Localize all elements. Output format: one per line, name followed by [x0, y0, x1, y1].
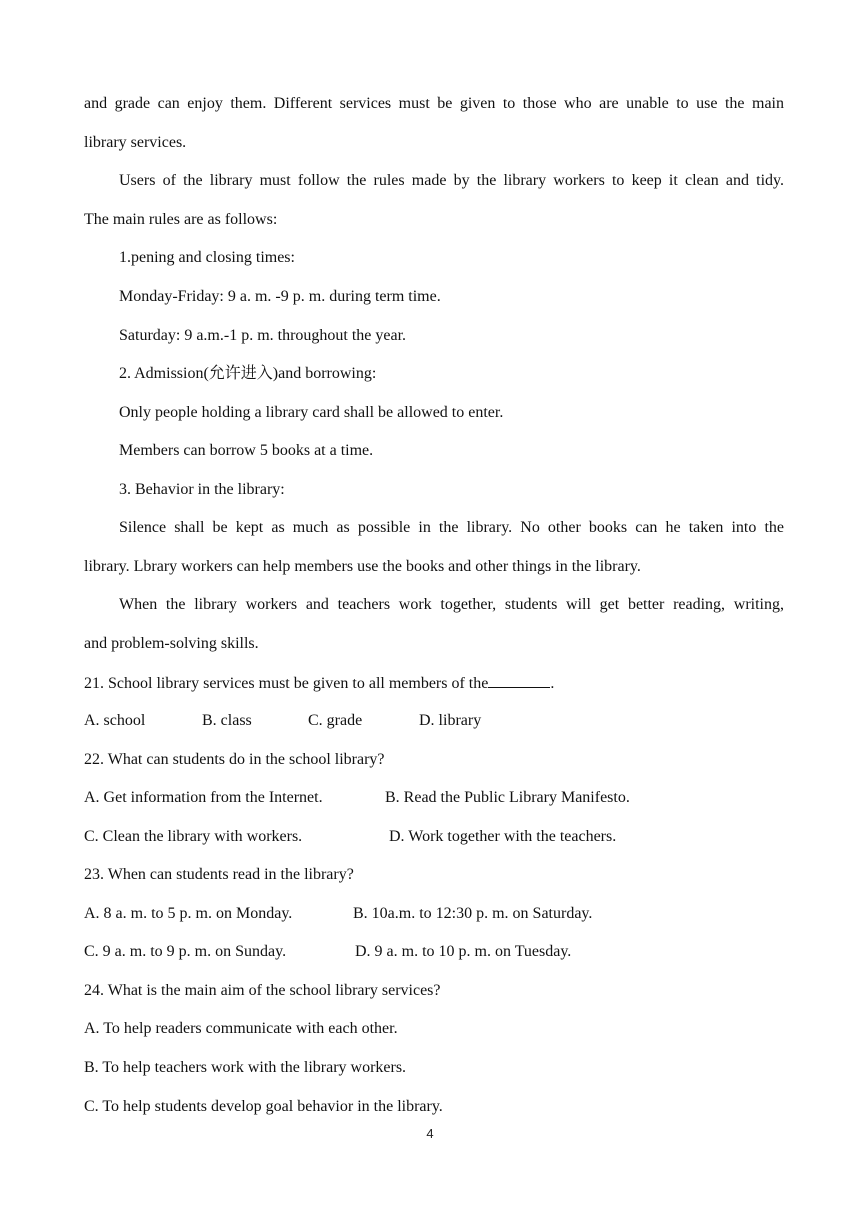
passage-line: The main rules are as follows:	[84, 211, 278, 228]
answer-blank	[488, 673, 550, 688]
option: D. Work together with the teachers.	[389, 828, 617, 845]
page-number: 4	[426, 1126, 434, 1141]
option: B. Read the Public Library Manifesto.	[385, 789, 630, 806]
option: C. To help students develop goal behavior in the library.	[84, 1098, 443, 1115]
option: B. class	[202, 712, 252, 729]
option-row	[84, 904, 784, 924]
passage-line: and grade can enjoy them. Different services must be given to those who are unable to use the main	[84, 95, 784, 112]
option: D. 9 a. m. to 10 p. m. on Tuesday.	[355, 943, 572, 960]
rule-item: Monday-Friday: 9 a. m. -9 p. m. during term time.	[119, 288, 441, 305]
question-end: .	[550, 675, 555, 692]
option: D. library	[419, 712, 482, 729]
option: A. school	[84, 712, 146, 729]
rule-item: Saturday: 9 a.m.-1 p. m. throughout the year.	[119, 327, 407, 344]
option: A. To help readers communicate with each other.	[84, 1020, 398, 1037]
question-stem: 23. When can students read in the library?	[84, 866, 354, 883]
option-row	[84, 942, 784, 962]
passage-line: When the library workers and teachers work together, students will get better reading, writing,	[119, 596, 784, 613]
rule-item: Members can borrow 5 books at a time.	[119, 442, 374, 459]
option: A. 8 a. m. to 5 p. m. on Monday.	[84, 905, 293, 922]
rule-heading: 3. Behavior in the library:	[119, 481, 285, 498]
rule-heading: 2. Admission(允许进入)and borrowing:	[119, 365, 377, 382]
passage-line: and problem-solving skills.	[84, 635, 259, 652]
question-stem	[84, 673, 784, 694]
question-stem: 22. What can students do in the school library?	[84, 751, 385, 768]
option: B. To help teachers work with the library workers.	[84, 1059, 407, 1076]
option-row	[84, 711, 784, 731]
passage-line: library services.	[84, 134, 187, 151]
option: C. grade	[308, 712, 363, 729]
passage-line: library. Lbrary workers can help members use the books and other things in the library.	[84, 558, 641, 575]
option: C. Clean the library with workers.	[84, 828, 303, 845]
passage-line: Silence shall be kept as much as possible in the library. No other books can he taken into the	[119, 519, 784, 536]
rule-item: Only people holding a library card shall be allowed to enter.	[119, 404, 504, 421]
option: B. 10a.m. to 12:30 p. m. on Saturday.	[353, 905, 593, 922]
option: C. 9 a. m. to 9 p. m. on Sunday.	[84, 943, 287, 960]
passage-line: Users of the library must follow the rules made by the library workers to keep it clean and tidy.	[119, 172, 784, 189]
option-row	[84, 827, 784, 847]
rule-heading: 1.pening and closing times:	[119, 249, 295, 266]
question-text: 21. School library services must be given to all members of the	[84, 675, 489, 692]
option-row	[84, 788, 784, 808]
question-stem: 24. What is the main aim of the school library services?	[84, 982, 441, 999]
option: A. Get information from the Internet.	[84, 789, 323, 806]
